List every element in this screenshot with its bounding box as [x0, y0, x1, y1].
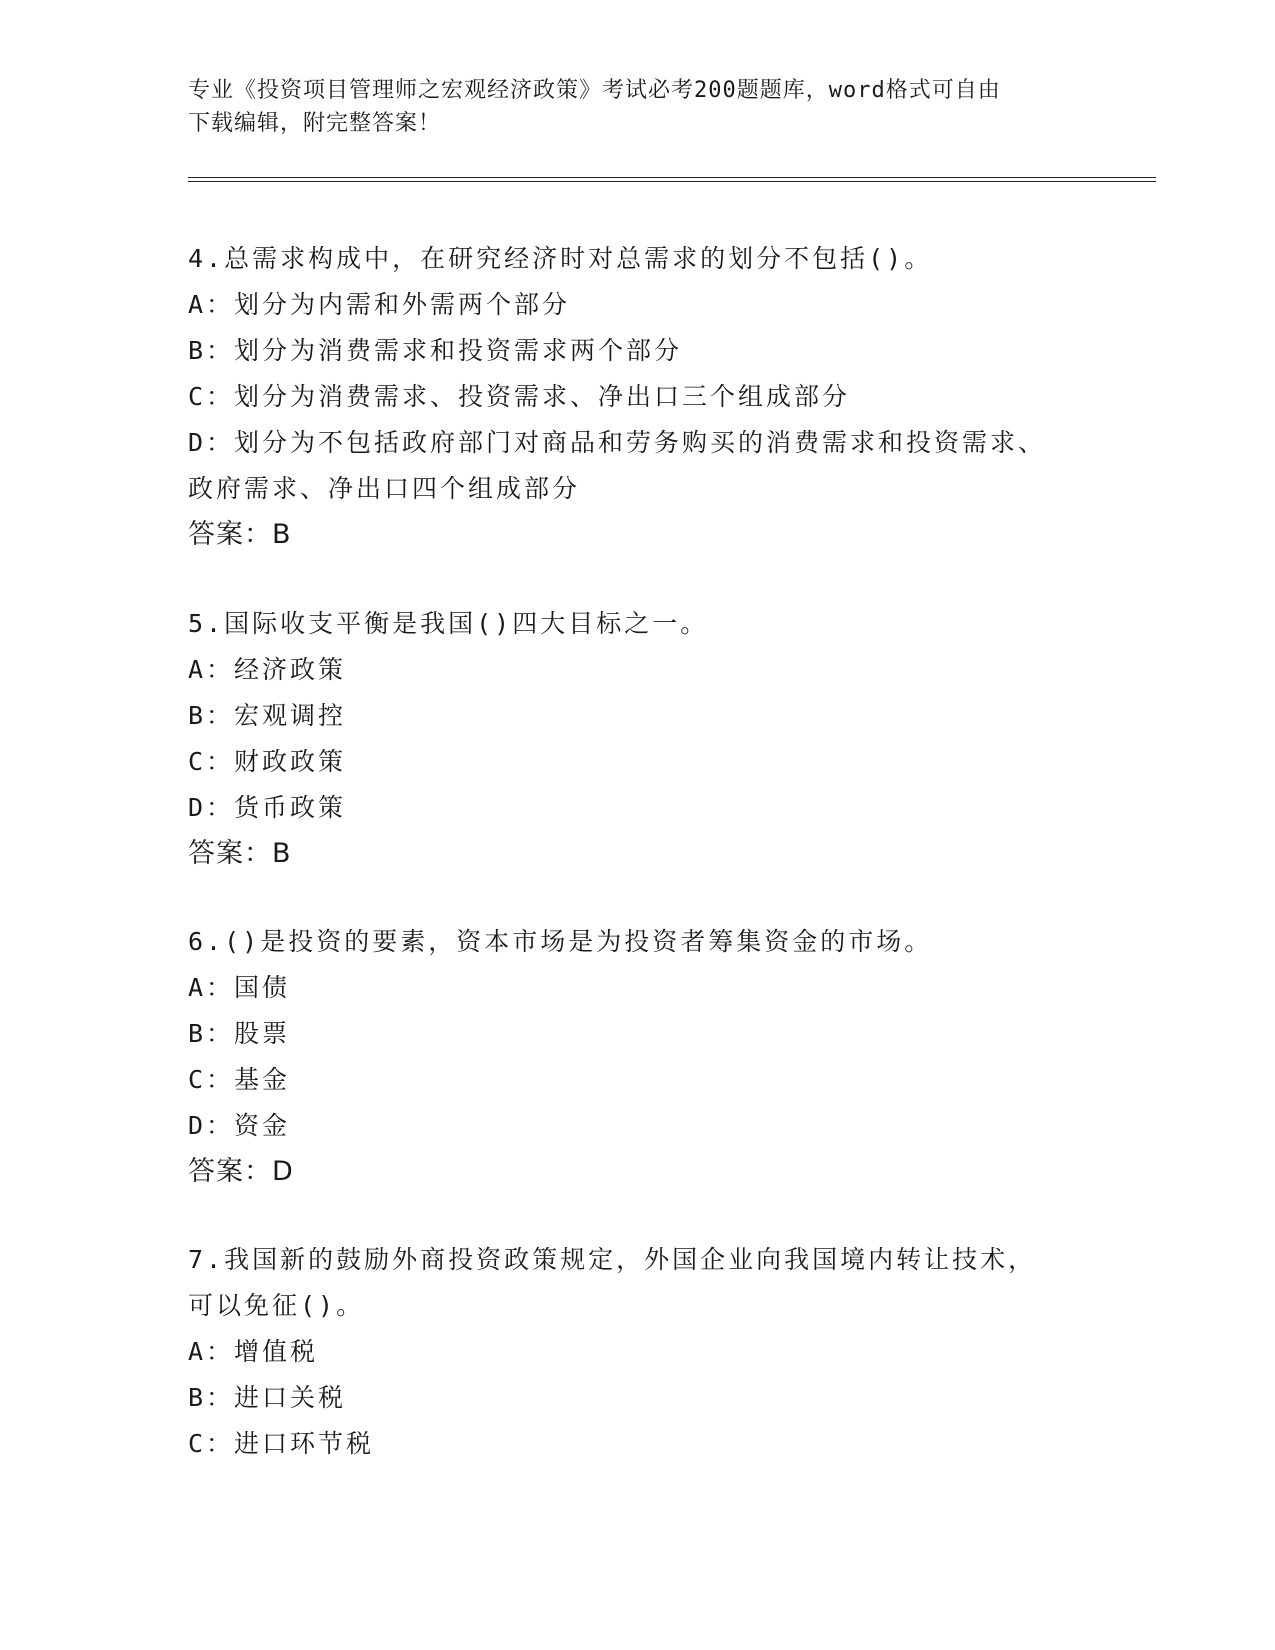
- answer-line: 答案：B: [188, 519, 292, 550]
- option-b: B：进口关税: [188, 1383, 347, 1412]
- question-stem-continuation: 可以免征()。: [188, 1291, 365, 1320]
- question-stem: 7.我国新的鼓励外商投资政策规定，外国企业向我国境内转让技术，: [188, 1245, 1037, 1274]
- option-a: A：增值税: [188, 1337, 319, 1366]
- question-7: [188, 1237, 1088, 1467]
- question-4: [188, 236, 1088, 558]
- question-5: [188, 601, 1088, 877]
- option-d: D：划分为不包括政府部门对商品和劳务购买的消费需求和投资需求、: [188, 428, 1047, 457]
- question-stem: 4.总需求构成中，在研究经济时对总需求的划分不包括()。: [188, 244, 933, 273]
- option-c: C：划分为消费需求、投资需求、净出口三个组成部分: [188, 382, 851, 411]
- option-c: C：基金: [188, 1065, 291, 1094]
- option-b: B：股票: [188, 1019, 291, 1048]
- option-c: C：进口环节税: [188, 1429, 375, 1458]
- option-c: C：财政政策: [188, 747, 347, 776]
- option-d: D：货币政策: [188, 793, 347, 822]
- header-line-1: 专业《投资项目管理师之宏观经济政策》考试必考200题题库，word格式可自由: [188, 78, 1001, 103]
- option-d-continuation: 政府需求、净出口四个组成部分: [188, 474, 581, 503]
- question-stem: 5.国际收支平衡是我国()四大目标之一。: [188, 609, 709, 638]
- question-stem: 6.()是投资的要素，资本市场是为投资者筹集资金的市场。: [188, 927, 933, 956]
- answer-line: 答案：B: [188, 838, 292, 869]
- header-line-2: 下载编辑，附完整答案！: [188, 111, 442, 136]
- header-divider-top: [188, 177, 1156, 178]
- option-a: A：经济政策: [188, 655, 347, 684]
- document-header: [188, 74, 1088, 140]
- option-d: D：资金: [188, 1111, 291, 1140]
- question-6: [188, 919, 1088, 1195]
- header-divider-bottom: [188, 181, 1156, 182]
- option-b: B：宏观调控: [188, 701, 347, 730]
- answer-line: 答案：D: [188, 1156, 294, 1187]
- option-a: A：划分为内需和外需两个部分: [188, 290, 571, 319]
- option-b: B：划分为消费需求和投资需求两个部分: [188, 336, 683, 365]
- option-a: A：国债: [188, 973, 291, 1002]
